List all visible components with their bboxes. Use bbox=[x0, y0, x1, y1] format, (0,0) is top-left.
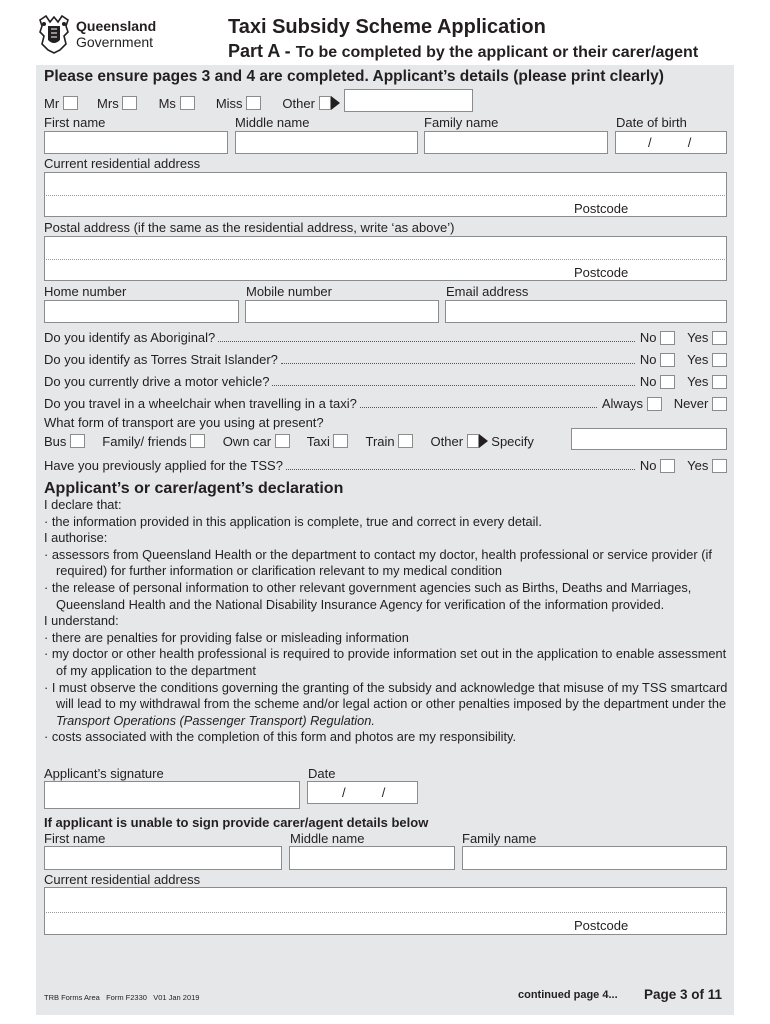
first-name-input[interactable] bbox=[44, 131, 228, 154]
postal-postcode-label: Postcode bbox=[574, 265, 629, 280]
logo-line-queensland: Queensland bbox=[76, 18, 157, 34]
applicant-signature-label: Applicant’s signature bbox=[44, 766, 164, 781]
signature-date-separators: / / bbox=[342, 785, 386, 800]
title-other-checkbox[interactable] bbox=[319, 96, 331, 110]
part-description: To be completed by the applicant or their carer/agent bbox=[295, 44, 699, 61]
continued-note: continued page 4... bbox=[518, 989, 618, 1001]
transport-family-label: Family/ friends bbox=[102, 434, 187, 449]
residential-address-label: Current residential address bbox=[44, 156, 201, 171]
arrow-right-icon bbox=[331, 96, 340, 110]
transport-other-checkbox[interactable] bbox=[467, 434, 479, 448]
carer-heading: If applicant is unable to sign provide carer/agent details below bbox=[44, 815, 429, 830]
postal-address-input[interactable] bbox=[44, 236, 727, 281]
first-name-label: First name bbox=[44, 115, 106, 130]
title-mrs-label: Mrs bbox=[97, 96, 119, 111]
logo-line-government: Government bbox=[76, 34, 154, 50]
understand-item: · I must observe the conditions governing the granting of the subsidy and acknowledge that misuse of my TSS smartcard will lead to my withdrawal from the scheme and/or legal action or other penalties imposed by the department under the Transport Operations (Passenger Transport) Regulation. bbox=[44, 679, 728, 728]
aboriginal-yes-checkbox[interactable] bbox=[712, 331, 727, 345]
carer-residential-address-label: Current residential address bbox=[44, 872, 201, 887]
applicant-signature-input[interactable] bbox=[44, 781, 300, 809]
carer-first-name-input[interactable] bbox=[44, 846, 282, 870]
torres-no-checkbox[interactable] bbox=[660, 353, 675, 367]
transport-own-car-checkbox[interactable] bbox=[275, 434, 290, 448]
declaration-heading: Applicant’s or carer/agent’s declaration bbox=[44, 480, 344, 497]
transport-other-label: Other bbox=[430, 434, 464, 449]
previous-no-label: No bbox=[639, 458, 657, 473]
previous-yes-checkbox[interactable] bbox=[712, 459, 727, 473]
title-ms-label: Ms bbox=[158, 96, 176, 111]
form-identifier: TRB Forms Area Form F2330 V01 Jan 2019 bbox=[44, 993, 200, 1002]
form-subtitle bbox=[228, 41, 698, 62]
email-address-label: Email address bbox=[446, 284, 529, 299]
drive-yes-label: Yes bbox=[687, 374, 709, 389]
question-aboriginal: Do you identify as Aboriginal? No Yes bbox=[44, 329, 727, 345]
authorise-intro: I authorise: bbox=[44, 530, 108, 546]
declaration-text bbox=[44, 497, 728, 746]
wheelchair-never-checkbox[interactable] bbox=[712, 397, 727, 411]
transport-bus-label: Bus bbox=[44, 434, 67, 449]
email-address-input[interactable] bbox=[445, 300, 727, 323]
wheelchair-always-label: Always bbox=[601, 396, 644, 411]
carer-middle-name-label: Middle name bbox=[290, 831, 365, 846]
question-torres-strait: Do you identify as Torres Strait Islander? No Yes bbox=[44, 351, 727, 367]
family-name-input[interactable] bbox=[424, 131, 608, 154]
aboriginal-yes-label: Yes bbox=[687, 330, 709, 345]
question-wheelchair: Do you travel in a wheelchair when travelling in a taxi? Always Never bbox=[44, 395, 727, 411]
transport-specify-input[interactable] bbox=[571, 428, 727, 450]
carer-middle-name-input[interactable] bbox=[289, 846, 455, 870]
understand-intro: I understand: bbox=[44, 613, 119, 629]
arrow-right-icon bbox=[479, 434, 488, 448]
transport-own-car-label: Own car bbox=[222, 434, 272, 449]
title-ms-checkbox[interactable] bbox=[180, 96, 195, 110]
previous-yes-label: Yes bbox=[687, 458, 709, 473]
section-heading-applicant-details: Please ensure pages 3 and 4 are completed. Applicant’s details (please print clearly) bbox=[44, 68, 664, 85]
middle-name-label: Middle name bbox=[235, 115, 310, 130]
signature-date-input[interactable] bbox=[307, 781, 418, 804]
family-name-label: Family name bbox=[424, 115, 499, 130]
title-miss-checkbox[interactable] bbox=[246, 96, 261, 110]
wheelchair-always-checkbox[interactable] bbox=[647, 397, 662, 411]
transport-question: What form of transport are you using at present? bbox=[44, 415, 324, 430]
transport-train-label: Train bbox=[365, 434, 395, 449]
mobile-number-input[interactable] bbox=[245, 300, 439, 323]
torres-yes-label: Yes bbox=[687, 352, 709, 367]
understand-item: · there are penalties for providing false or misleading information bbox=[44, 629, 409, 645]
residential-postcode-label: Postcode bbox=[574, 201, 629, 216]
regulation-title: Transport Operations (Passenger Transport) Regulation. bbox=[56, 712, 375, 728]
transport-options bbox=[44, 434, 534, 449]
drive-no-checkbox[interactable] bbox=[660, 375, 675, 389]
form-title: Taxi Subsidy Scheme Application bbox=[228, 16, 546, 38]
part-label: Part A - bbox=[228, 41, 296, 61]
declare-item: · the information provided in this application is complete, true and correct in every detail. bbox=[44, 513, 542, 529]
transport-family-checkbox[interactable] bbox=[190, 434, 205, 448]
title-other-input[interactable] bbox=[344, 89, 473, 112]
mobile-number-label: Mobile number bbox=[246, 284, 332, 299]
wheelchair-never-label: Never bbox=[673, 396, 709, 411]
title-mr-label: Mr bbox=[44, 96, 60, 111]
torres-no-label: No bbox=[639, 352, 657, 367]
aboriginal-no-label: No bbox=[639, 330, 657, 345]
aboriginal-no-checkbox[interactable] bbox=[660, 331, 675, 345]
transport-specify-label: Specify bbox=[491, 434, 534, 449]
date-of-birth-label: Date of birth bbox=[616, 115, 687, 130]
queensland-government-logo bbox=[36, 12, 186, 58]
question-drive: Do you currently drive a motor vehicle? No Yes bbox=[44, 373, 727, 389]
transport-train-checkbox[interactable] bbox=[398, 434, 413, 448]
transport-taxi-checkbox[interactable] bbox=[333, 434, 348, 448]
title-mrs-checkbox[interactable] bbox=[122, 96, 137, 110]
title-miss-label: Miss bbox=[215, 96, 243, 111]
signature-date-label: Date bbox=[308, 766, 336, 781]
previous-no-checkbox[interactable] bbox=[660, 459, 675, 473]
drive-yes-checkbox[interactable] bbox=[712, 375, 727, 389]
carer-residential-address-input[interactable] bbox=[44, 887, 727, 935]
title-mr-checkbox[interactable] bbox=[63, 96, 78, 110]
understand-item: · my doctor or other health professional is required to provide information set out in the application to enable assessment of my application to the department bbox=[44, 646, 727, 678]
middle-name-input[interactable] bbox=[235, 131, 418, 154]
authorise-item: · assessors from Queensland Health or the department to contact my doctor, health professional or service provider (if required) for further information or clarification relevant to my medical condition bbox=[44, 546, 712, 579]
date-of-birth-separators: / / bbox=[648, 135, 692, 150]
carer-family-name-label: Family name bbox=[462, 831, 537, 846]
home-number-input[interactable] bbox=[44, 300, 239, 323]
page-number: Page 3 of 11 bbox=[644, 987, 723, 1002]
carer-postcode-label: Postcode bbox=[574, 918, 629, 933]
declare-intro: I declare that: bbox=[44, 497, 122, 512]
postal-address-label: Postal address (if the same as the residential address, write ‘as above’) bbox=[44, 220, 455, 235]
title-other-label: Other bbox=[282, 96, 315, 111]
understand-item: · costs associated with the completion of this form and photos are my responsibility. bbox=[44, 729, 517, 745]
title-options bbox=[44, 96, 340, 111]
authorise-item: · the release of personal information to other relevant government agencies such as Births, Deaths and Marriages, Queensland Health and the National Disability Insurance Agency for verification of the information provided. bbox=[44, 579, 692, 612]
residential-address-input[interactable] bbox=[44, 172, 727, 217]
carer-first-name-label: First name bbox=[44, 831, 106, 846]
torres-yes-checkbox[interactable] bbox=[712, 353, 727, 367]
coat-of-arms-icon bbox=[36, 14, 72, 54]
date-of-birth-input[interactable] bbox=[615, 131, 727, 154]
carer-family-name-input[interactable] bbox=[462, 846, 727, 870]
transport-bus-checkbox[interactable] bbox=[70, 434, 85, 448]
home-number-label: Home number bbox=[44, 284, 127, 299]
transport-taxi-label: Taxi bbox=[306, 434, 330, 449]
drive-no-label: No bbox=[639, 374, 657, 389]
question-previous-tss: Have you previously applied for the TSS? No Yes bbox=[44, 457, 727, 473]
